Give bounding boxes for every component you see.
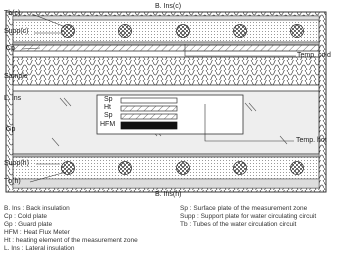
hot-tube-row <box>13 157 319 179</box>
label-sample: Sample <box>4 73 28 80</box>
back-insulation-top <box>13 16 319 20</box>
cold-tube-row <box>13 20 319 42</box>
label-guard-plate: Gp <box>6 126 16 133</box>
legend-item: Cp : Cold plate <box>4 213 47 220</box>
label-heat-flux-meter: HFM <box>100 121 116 128</box>
label-temp-hot: Temp. hot <box>296 137 327 144</box>
heat-flux-meter <box>121 122 177 129</box>
label-spacer: Sp <box>104 112 113 119</box>
legend-item: B. Ins : Back insulation <box>4 205 70 212</box>
label-temp-cold: Temp. cold <box>297 52 331 59</box>
surface-plate <box>121 98 177 103</box>
cold-plate <box>13 45 319 51</box>
legend-item: Ht : heating element of the measurement zone <box>4 237 138 244</box>
label-support-cold: Supp(c) <box>4 28 29 35</box>
label-support-hot: Supp(h) <box>4 160 29 167</box>
sample <box>13 57 319 85</box>
legend-item: Gp : Guard plate <box>4 221 53 228</box>
label-surface-plate: Sp <box>104 96 113 103</box>
legend-item: L. Ins : Lateral insulation <box>4 245 75 252</box>
legend-left <box>4 205 138 253</box>
label-heating-element: Ht <box>104 104 111 111</box>
label-tube-cold: Tb(c) <box>4 10 21 17</box>
legend-right <box>180 205 316 229</box>
legend-item: Tb : Tubes of the water circulation circuit <box>180 221 297 228</box>
label-back-insulation-bottom: B. Ins(h) <box>155 191 182 198</box>
spacer-layer <box>121 114 177 119</box>
support-plate-cold <box>13 42 319 45</box>
back-insulation-bottom <box>13 179 319 188</box>
label-cold-plate: Cp <box>6 45 15 52</box>
legend-item: Sp : Surface plate of the measurement zone <box>180 205 308 212</box>
label-tube-hot: Tb(h) <box>4 178 21 185</box>
label-lateral-insulation: L. Ins <box>4 95 22 102</box>
heating-element <box>121 106 177 111</box>
support-plate-hot <box>13 154 319 157</box>
legend-item: HFM : Heat Flux Meter <box>4 229 70 236</box>
label-back-insulation-top: B. Ins(c) <box>155 3 182 10</box>
legend-item: Supp : Support plate for water circulating circuit <box>180 213 317 220</box>
